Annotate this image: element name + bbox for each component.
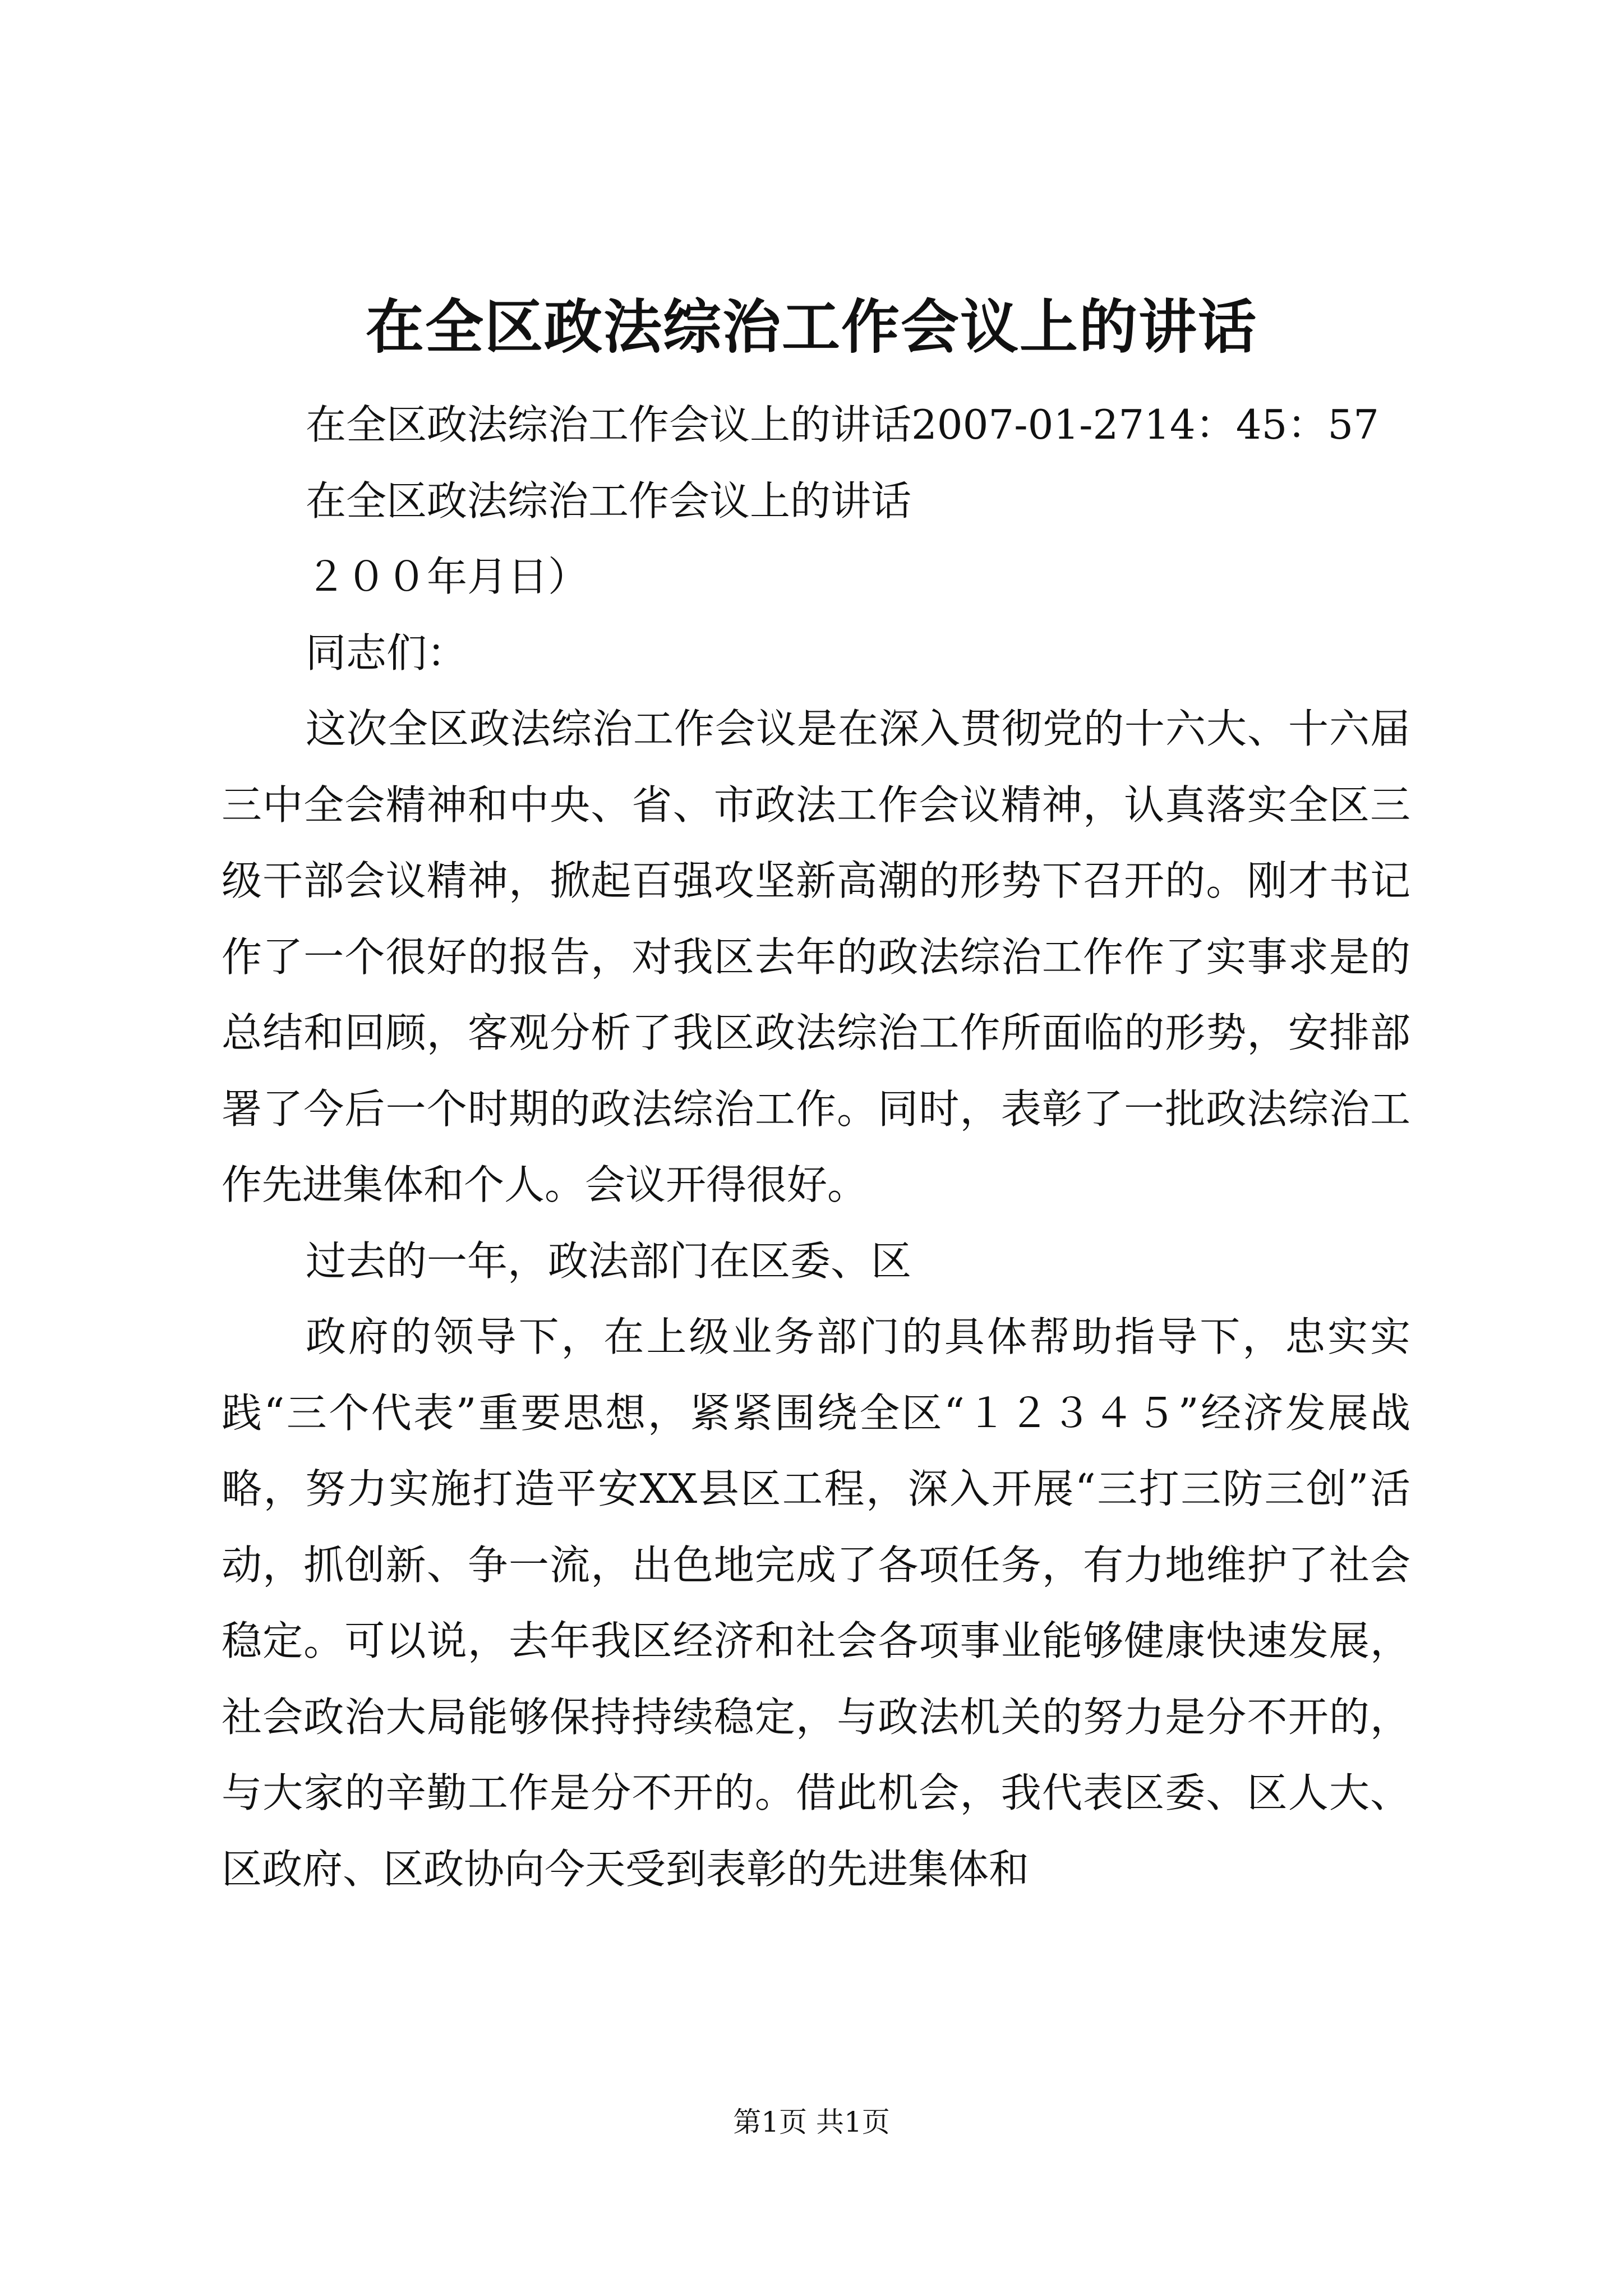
- paragraph-body-3: 政府的领导下，在上级业务部门的具体帮助指导下，忠实实践“三个代表”重要思想，紧紧围绕全区“１２３４５”经济发展战略，努力实施打造平安XX县区工程，深入开展“三打三防三创”活动，抓创新、争一流，出色地完成了各项任务，有力地维护了社会稳定。可以说，去年我区经济和社会各项事业能够健康快速发展，社会政治大局能够保持持续稳定，与政法机关的努力是分不开的，与大家的辛勤工作是分不开的。借此机会，我代表区委、区人大、区政府、区政协向今天受到表彰的先进集体和: [222, 1313, 1410, 1893]
- page-footer: 第1页 共1页: [733, 2106, 890, 2138]
- document-title: 在全区政法综治工作会议上的讲话: [365, 292, 1257, 361]
- paragraph-subtitle: 在全区政法综治工作会议上的讲话: [306, 477, 912, 524]
- paragraph-body-2: 过去的一年，政法部门在区委、区: [306, 1237, 912, 1285]
- paragraph-date: ２００年月日）: [306, 553, 589, 600]
- document-body: [222, 387, 1410, 1907]
- paragraph-heading-with-timestamp: 在全区政法综治工作会议上的讲话2007-01-2714：45：57: [306, 401, 1379, 448]
- paragraph-body-1: 这次全区政法综治工作会议是在深入贯彻党的十六大、十六届三中全会精神和中央、省、市政法工作会议精神，认真落实全区三级干部会议精神，掀起百强攻坚新高潮的形势下召开的。刚才书记作了一个很好的报告，对我区去年的政法综治工作作了实事求是的总结和回顾，客观分析了我区政法综治工作所面临的形势，安排部署了今后一个时期的政法综治工作。同时，表彰了一批政法综治工作先进集体和个人。会议开得很好。: [222, 705, 1410, 1208]
- paragraph-salutation: 同志们：: [306, 629, 468, 677]
